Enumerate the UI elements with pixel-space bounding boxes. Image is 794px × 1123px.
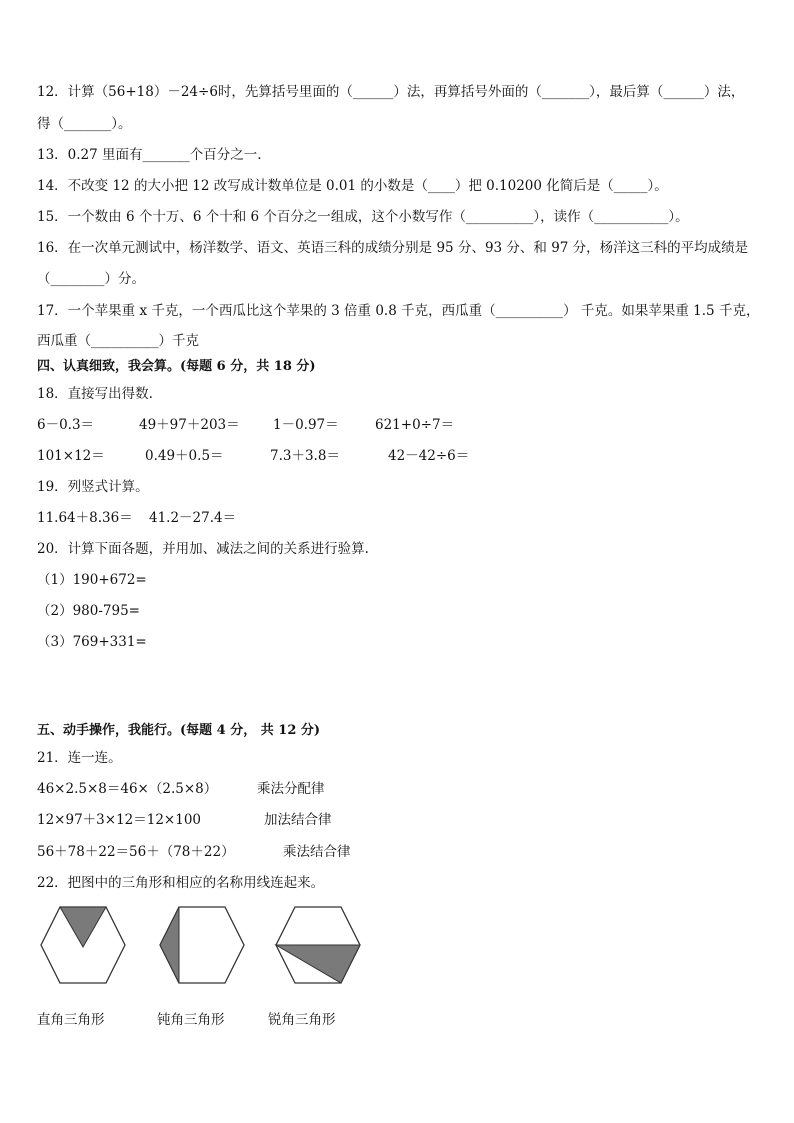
q21-left-2: 12×97＋3×12＝12×100 — [37, 812, 202, 828]
q14: 14．不改变 12 的大小把 12 改写成计数单位是 0.01 的小数是（____）把 0.10200 化简后是（_____）。 — [37, 178, 668, 194]
q18-title: 18．直接写出得数. — [37, 386, 153, 402]
q13: 13．0.27 里面有_______个百分之一. — [37, 147, 262, 163]
q21-left-1: 46×2.5×8＝46×（2.5×8） — [37, 781, 218, 797]
q18-r2-c2: 0.49＋0.5＝ — [145, 448, 224, 464]
q22-label-1: 直角三角形 — [37, 1012, 105, 1028]
q18-r2-c4: 42－42÷6＝ — [388, 448, 470, 464]
q17-line1: 17．一个苹果重 x 千克，一个西瓜比这个苹果的 3 倍重 0.8 千克，西瓜重（__________） 千克。如果苹果重 1.5 千克， — [37, 303, 760, 319]
q19-title: 19．列竖式计算。 — [37, 479, 149, 495]
q20-item-3: （3）769+331= — [37, 634, 147, 650]
q19-b: 41.2－27.4＝ — [149, 510, 237, 526]
q22-label-2: 钝角三角形 — [157, 1012, 225, 1028]
q20-item-1: （1）190+672= — [37, 572, 147, 588]
q17-line2: 西瓜重（__________）千克 — [37, 333, 199, 349]
q21-right-1: 乘法分配律 — [257, 781, 325, 797]
q21-right-2: 加法结合律 — [264, 812, 332, 828]
q16-line1: 16．在一次单元测试中，杨洋数学、语文、英语三科的成绩分别是 95 分、93 分、和 97 分，杨洋这三科的平均成绩是 — [37, 240, 749, 256]
q18-r2-c1: 101×12＝ — [37, 448, 105, 464]
q18-r2-c3: 7.3＋3.8＝ — [270, 448, 340, 464]
q12-line2: 得（_______）。 — [37, 116, 132, 132]
q18-r1-c4: 621+0÷7＝ — [375, 417, 455, 433]
q15: 15．一个数由 6 个十万、6 个十和 6 个百分之一组成，这个小数写作（__________），读作（___________）。 — [37, 209, 689, 225]
section4-title: 四、认真细致，我会算。(每题 6 分，共 18 分) — [37, 359, 316, 374]
q21-title: 21．连一连。 — [37, 750, 122, 766]
q12-line1: 12．计算（56+18）－24÷6时，先算括号里面的（______）法，再算括号外面的（_______），最后算（______）法， — [37, 84, 745, 100]
q18-r1-c2: 49＋97＋203＝ — [139, 417, 240, 433]
shaded-triangle — [160, 907, 179, 983]
q21-right-3: 乘法结合律 — [283, 844, 351, 860]
q20-title: 20．计算下面各题，并用加、减法之间的关系进行验算. — [37, 541, 369, 557]
q19-a: 11.64＋8.36＝ — [37, 510, 133, 526]
hexagon-figure-acute-triangle — [273, 905, 363, 985]
q16-line2: （________）分。 — [37, 271, 145, 287]
q21-left-3: 56＋78＋22＝56＋（78＋22） — [37, 844, 235, 860]
hexagon-figure-obtuse-triangle — [157, 905, 247, 985]
q18-r1-c3: 1－0.97＝ — [273, 417, 339, 433]
q20-item-2: （2）980-795= — [37, 603, 140, 619]
section5-title: 五、动手操作，我能行。(每题 4 分， 共 12 分) — [37, 723, 321, 738]
q22-label-3: 锐角三角形 — [268, 1012, 336, 1028]
q22-title: 22．把图中的三角形和相应的名称用线连起来。 — [37, 875, 325, 891]
hexagon-figure-right-triangle — [38, 905, 128, 985]
q18-r1-c1: 6－0.3＝ — [37, 417, 95, 433]
